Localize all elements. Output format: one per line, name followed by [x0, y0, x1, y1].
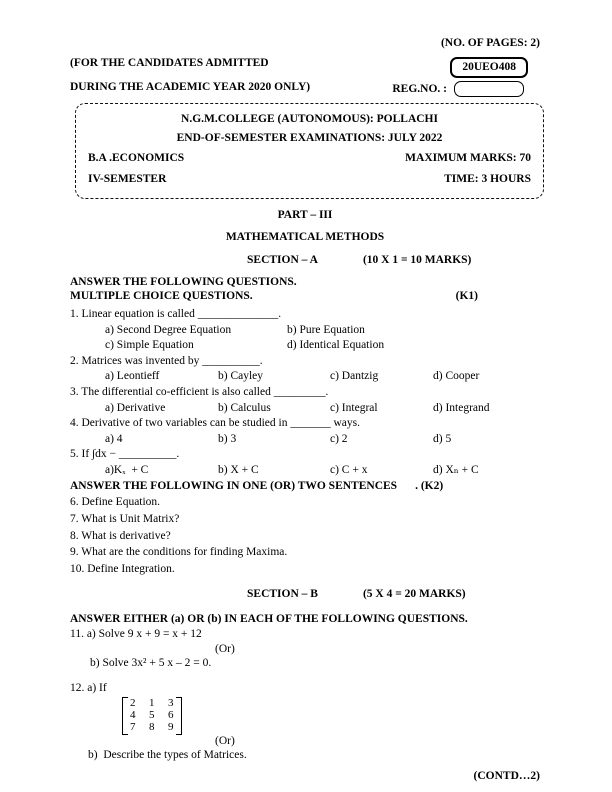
option-d: d) Cooper: [433, 370, 480, 383]
mcq-question-5: 5. If ∫dx − __________.: [70, 448, 180, 461]
regno-label: REG.NO. :: [392, 83, 447, 95]
semester-row: [88, 169, 531, 190]
contd-note: (CONTD…2): [473, 770, 540, 783]
option-b: b) Cayley: [218, 370, 264, 383]
option-c: c) Integral: [330, 401, 378, 414]
mcq-1-options-row-1: [70, 323, 540, 339]
mcq-5-options: [70, 463, 540, 479]
section-b-header: [70, 587, 540, 602]
matrix-cell: 1: [149, 697, 155, 710]
mcq-heading-row: [70, 290, 540, 304]
option-d: d) 5: [433, 432, 452, 445]
question-12a: 12. a) If: [70, 682, 107, 695]
option-c: c) 2: [330, 432, 348, 445]
option-a: a) Derivative: [105, 401, 166, 414]
matrix-cell: 9: [168, 720, 174, 733]
mcq-question-3: 3. The differential co-efficient is also called _________.: [70, 385, 329, 398]
college-name: N.G.M.COLLEGE (AUTONOMOUS): POLLACHI: [181, 113, 438, 125]
exam-title: END-OF-SEMESTER EXAMINATIONS: JULY 2022: [176, 132, 443, 144]
regno-entry-box: [454, 81, 524, 97]
option-c: c) C + x: [330, 463, 368, 476]
admitted-row-1: [70, 57, 540, 78]
option-b: b) Calculus: [218, 401, 271, 414]
mcq-heading: MULTIPLE CHOICE QUESTIONS.: [70, 289, 253, 302]
option-b: b) Pure Equation: [287, 323, 365, 336]
matrix-cell: 3: [168, 697, 174, 710]
matrix-cell: 2: [130, 697, 136, 710]
mcq-1-options-row-2: [70, 338, 540, 354]
course-code-box: 20UEO408: [450, 57, 528, 78]
no-of-pages: (NO. OF PAGES: 2): [440, 37, 540, 49]
admitted-line-1: (FOR THE CANDIDATES ADMITTED: [70, 57, 269, 69]
time-allowed: TIME: 3 HOURS: [444, 173, 531, 185]
section-b-instruction: ANSWER EITHER (a) OR (b) IN EACH OF THE FOLLOWING QUESTIONS.: [70, 613, 468, 626]
mcq-question-2: 2. Matrices was invented by __________.: [70, 354, 263, 367]
mcq-3-options: [70, 401, 540, 417]
option-b: b) 3: [218, 432, 237, 445]
option-a: a)Kₓ + C: [105, 463, 149, 476]
matrix-3x3: [122, 697, 182, 734]
option-c: c) Simple Equation: [105, 339, 194, 352]
mcq-question-1: 1. Linear equation is called ______________.: [70, 308, 282, 320]
short-question-6: 6. Define Equation.: [70, 496, 161, 509]
question-11a: 11. a) Solve 9 x + 9 = x + 12: [70, 628, 202, 641]
short-questions: [70, 494, 540, 578]
section-a-header: [70, 253, 540, 268]
matrix-cell: 5: [149, 709, 155, 721]
question-11-or: (Or): [215, 642, 235, 655]
exam-header-box: [75, 103, 544, 199]
mcq-block: [70, 307, 540, 479]
admitted-row-2: [70, 81, 540, 97]
admitted-line-2: DURING THE ACADEMIC YEAR 2020 ONLY): [70, 81, 311, 93]
section-a-marks: (10 X 1 = 10 MARKS): [362, 254, 472, 266]
matrix-cell: 4: [130, 709, 136, 721]
subject-title: MATHEMATICAL METHODS: [225, 231, 385, 243]
short-question-8: 8. What is derivative?: [70, 529, 171, 542]
max-marks: MAXIMUM MARKS: 70: [405, 152, 531, 164]
short-question-10: 10. Define Integration.: [70, 563, 175, 576]
section-a-title: SECTION – A: [247, 254, 318, 266]
option-c: c) Dantzig: [330, 370, 379, 383]
k1-badge: (K1): [455, 289, 478, 302]
matrix-cell: 6: [168, 709, 174, 721]
mcq-4-options: [70, 432, 540, 448]
short-answer-heading: ANSWER THE FOLLOWING IN ONE (OR) TWO SENTENCES: [70, 479, 398, 492]
semester: IV-SEMESTER: [88, 173, 167, 185]
section-a-instruction: ANSWER THE FOLLOWING QUESTIONS.: [70, 276, 297, 288]
option-d: d) Identical Equation: [287, 339, 385, 352]
section-b-marks: (5 X 4 = 20 MARKS): [362, 588, 466, 601]
mcq-2-options: [70, 369, 540, 385]
part-title: PART – III: [277, 209, 333, 221]
option-b: b) X + C: [218, 463, 259, 476]
short-answer-heading-row: [70, 479, 540, 495]
matrix-wrap: [122, 697, 540, 734]
mcq-question-4: 4. Derivative of two variables can be studied in _______ ways.: [70, 417, 360, 430]
short-question-7: 7. What is Unit Matrix?: [70, 512, 180, 525]
option-d: d) Integrand: [433, 401, 490, 414]
option-a: a) Second Degree Equation: [105, 323, 232, 336]
question-12b: b) Describe the types of Matrices.: [88, 748, 247, 761]
option-a: a) 4: [105, 432, 123, 445]
matrix-cell: 7: [130, 720, 136, 733]
k2-badge: . (K2): [415, 479, 444, 492]
option-a: a) Leontieff: [105, 370, 160, 383]
matrix-cell: 8: [149, 720, 155, 733]
programme-name: B.A .ECONOMICS: [88, 152, 185, 164]
programme-row: [88, 148, 531, 169]
regno-group: [392, 81, 540, 97]
option-d: d) Xₙ + C: [433, 463, 479, 476]
short-question-9: 9. What are the conditions for finding Maxima.: [70, 546, 288, 559]
matrix-row: [130, 722, 174, 734]
question-11b: b) Solve 3x² + 5 x – 2 = 0.: [90, 656, 212, 669]
section-b-title: SECTION – B: [247, 588, 318, 601]
question-12-or: (Or): [215, 734, 235, 747]
